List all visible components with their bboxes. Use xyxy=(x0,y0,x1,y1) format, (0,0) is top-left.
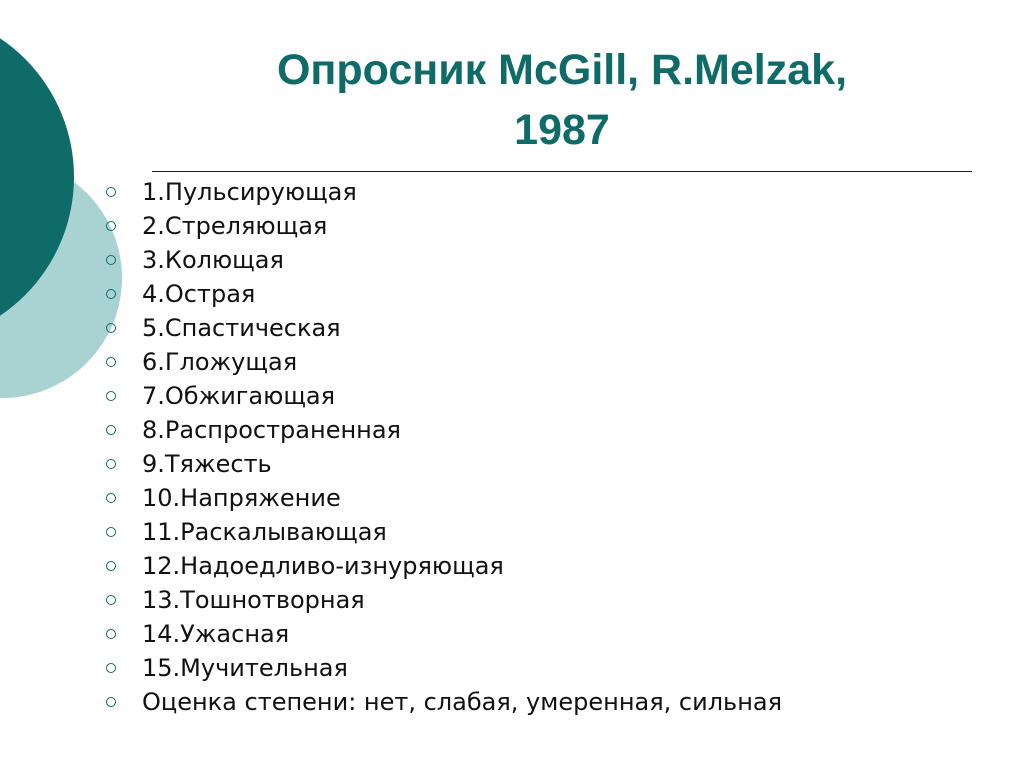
bullet-icon xyxy=(106,595,116,605)
bullet-icon xyxy=(106,425,116,435)
list-item xyxy=(100,481,782,515)
slide-title-line1: Опросник McGill, R.Melzak, xyxy=(276,46,848,94)
list-item xyxy=(100,651,782,685)
list-item xyxy=(100,413,782,447)
list-item-text: 11.Раскалывающая xyxy=(142,518,387,546)
list-item-text: 2.Стреляющая xyxy=(142,212,328,240)
bullet-icon xyxy=(106,255,116,265)
slide-title xyxy=(140,40,984,160)
list-item-text: 13.Тошнотворная xyxy=(142,586,365,614)
list-item-text: 4.Острая xyxy=(142,280,256,308)
list-item xyxy=(100,243,782,277)
list-item-text: 8.Распространенная xyxy=(142,416,401,444)
list-item xyxy=(100,175,782,209)
list-item xyxy=(100,685,782,719)
bullet-icon xyxy=(106,561,116,571)
bullet-icon xyxy=(106,663,116,673)
list-item xyxy=(100,617,782,651)
list-item xyxy=(100,549,782,583)
bullet-icon xyxy=(106,289,116,299)
bullet-icon xyxy=(106,459,116,469)
list-item-text: 1.Пульсирующая xyxy=(142,178,357,206)
list-item xyxy=(100,209,782,243)
list-item xyxy=(100,515,782,549)
list-item-text: 3.Колющая xyxy=(142,246,284,274)
list-item-text: 9.Тяжесть xyxy=(142,450,272,478)
list-item-text: 10.Напряжение xyxy=(142,484,341,512)
bullet-icon xyxy=(106,323,116,333)
bullet-icon xyxy=(106,221,116,231)
list-item-text: 7.Обжигающая xyxy=(142,382,336,410)
list-item xyxy=(100,277,782,311)
list-item-text: 14.Ужасная xyxy=(142,620,290,648)
list-item xyxy=(100,447,782,481)
title-divider xyxy=(152,171,972,172)
bullet-icon xyxy=(106,527,116,537)
bullet-icon xyxy=(106,391,116,401)
bullet-icon xyxy=(106,697,116,707)
list-item xyxy=(100,583,782,617)
list-item-text: Оценка степени: нет, слабая, умеренная, сильная xyxy=(142,688,783,716)
list-item-text: 12.Надоедливо-изнуряющая xyxy=(142,552,504,580)
slide-title-line2: 1987 xyxy=(514,106,610,154)
bullet-icon xyxy=(106,629,116,639)
pain-descriptor-list xyxy=(100,175,782,719)
bullet-icon xyxy=(106,357,116,367)
list-item xyxy=(100,379,782,413)
list-item xyxy=(100,345,782,379)
bullet-icon xyxy=(106,493,116,503)
list-item-text: 5.Спастическая xyxy=(142,314,341,342)
list-item xyxy=(100,311,782,345)
bullet-icon xyxy=(106,187,116,197)
list-item-text: 6.Гложущая xyxy=(142,348,298,376)
list-item-text: 15.Мучительная xyxy=(142,654,348,682)
